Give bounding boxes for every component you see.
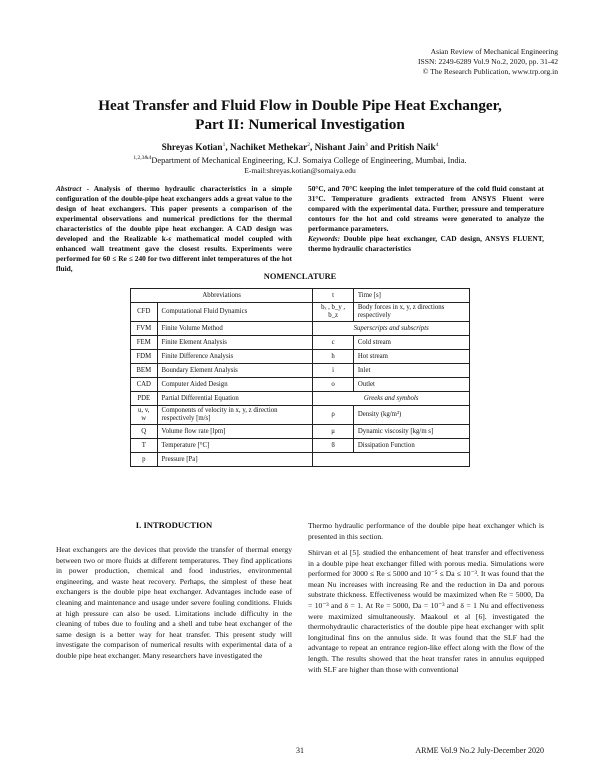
symbol-cell: ϐ (313, 439, 354, 453)
author-name: Pritish Naik (387, 143, 436, 153)
abbr-cell: Q (131, 425, 158, 439)
author-sup: 2 (307, 142, 310, 148)
journal-name: Asian Review of Mechanical Engineering (430, 47, 558, 56)
keywords-text: Double pipe heat exchanger, CAD design, ANSYS FLUENT, thermo hydraulic characteristics (308, 234, 544, 253)
abbr-desc-cell: Finite Element Analysis (157, 336, 313, 350)
table-row (131, 350, 470, 364)
footer-journal: ARME Vol.9 No.2 July-December 2020 (415, 746, 544, 755)
abstract-text-right: 50°C, and 70°C keeping the inlet temperature of the cold fluid constant at 31°C. Temperature gradients extracted from ANSYS Fluent were compared with the experimental data. Further, pressure and temperature contours for the hot and cold streams were generated to analyze the performance parameters. (308, 184, 544, 233)
symbol-cell: μ (313, 425, 354, 439)
abbr-desc-cell: Finite Volume Method (157, 322, 313, 336)
symbol-desc-cell: Outlet (353, 378, 469, 392)
table-row (131, 425, 470, 439)
abbr-desc-cell: Pressure [Pa] (157, 453, 313, 467)
table-row (131, 439, 470, 453)
abstract-text-left: - Analysis of thermo hydraulic characteristics in a simple configuration of the double-pipe heat exchangers adds a great value to the design of heat exchangers. This paper presents a comparison of the experimental observations and numerical predictions for the thermal characteristics of the double pipe heat exchanger. A CAD design was developed and the Realizable k-ε mathematical model coupled with enhanced wall treatment gave the closest results. Experiments were performed for 60 ≤ Re ≤ 240 for two different inlet temperatures of the hot fluid, (56, 184, 292, 273)
abbr-desc-cell: Computational Fluid Dynamics (157, 303, 313, 322)
symbol-desc-cell: Body forces in x, y, z directions respectively (353, 303, 469, 322)
author-name: Shreyas Kotian (161, 143, 223, 153)
abbr-header: Abbreviations (131, 289, 313, 303)
author-separator: , (225, 143, 231, 153)
abbr-cell: FEM (131, 336, 158, 350)
symbol-desc-cell: Dissipation Function (353, 439, 469, 453)
journal-publisher: © The Research Publication, www.trp.org.in (422, 67, 558, 77)
symbol-desc-cell: Density (kg/m³) (353, 406, 469, 425)
nomenclature-heading: NOMENCLATURE (263, 272, 337, 281)
intro-paragraph-3: Shirvan et al [5]. studied the enhancement of heat transfer and effectiveness in a double pipe heat exchanger filled with porous media. Simulations were performed for 3000 ≤ Re ≤ 5000 and 10⁻⁵ ≤ Da ≤ 10⁻³. It was found that the mean Nu increases with increasing Re and the reduction in Da and porous substrate thickness. Effectiveness would be maximized when Re = 5000, Da = 10⁻³ and δ = 1. At Re = 5000, Da = 10⁻³ and δ = 1 Nu and effectiveness were maximized simultaneously. Maakoul et al [6]. investigated the thermohydraulic characteristics of the double pipe heat exchanger with split longitudinal fins on the annulus side. It was found that the SLF had the advantage to repeat an entrance region-like effect along with the flow of the length. The results showed that the heat transfer rates in annulus equipped with SLF are higher than those with conventional (308, 548, 544, 674)
abstract-right (308, 184, 544, 254)
author-sup: 1 (222, 142, 226, 148)
symbol-desc-cell: Inlet (353, 364, 469, 378)
journal-header (418, 47, 558, 78)
table-row (131, 322, 470, 336)
abstract-label: Abstract (56, 184, 82, 193)
abbr-desc-cell: Boundary Element Analysis (157, 364, 313, 378)
author-sup: 4 (435, 142, 439, 148)
title-line-1: Heat Transfer and Fluid Flow in Double Pipe Heat Exchanger, (98, 97, 502, 114)
abbr-desc-cell: Components of velocity in x, y, z direction respectively [m/s] (157, 406, 313, 425)
symbol-cell: h (313, 350, 354, 364)
abbr-cell: CAD (131, 378, 158, 392)
symbol-cell: o (313, 378, 354, 392)
keywords-label: Keywords: (308, 234, 341, 243)
affiliation-text: Department of Mechanical Engineering, K.J. Somaiya College of Engineering, Mumbai, India. (151, 156, 467, 165)
affiliation (40, 155, 560, 165)
abbr-desc-cell: Temperature [°C] (157, 439, 313, 453)
abbr-desc-cell: Partial Differential Equation (157, 392, 313, 406)
intro-paragraph-1: Heat exchangers are the devices that provide the transfer of thermal energy between two or more fluids at different temperatures. They find applications in power production, chemical and food industries, environmental engineering, and waste heat recovery. Perhaps, the simplest of these heat exchangers is the double pipe heat exchanger. Advantages include ease of cleaning and maintenance and usage under severe fouling conditions. Fluids at high pressure can also be used. Limitations include difficulty in the cleaning of tubes due to fouling and a shell and tube heat exchanger of the same design is a better way for heat transfer. This present study will investigate the comparison of numerical results with experimental data of a double pipe heat exchanger. Many researchers have investigated the (56, 545, 292, 660)
page-number: 31 (296, 746, 304, 755)
journal-issn: ISSN: 2249-6289 Vol.9 No.2, 2020, pp. 31-42 (417, 57, 558, 67)
symbol-cell: t (313, 289, 354, 303)
symbol-cell: c (313, 336, 354, 350)
table-row (131, 303, 470, 322)
symbol-desc-cell: Hot stream (353, 350, 469, 364)
symbol-cell: ρ (313, 406, 354, 425)
table-row (131, 336, 470, 350)
abbr-desc-cell: Finite Difference Analysis (157, 350, 313, 364)
author-separator: , (309, 143, 315, 153)
symbol-cell: i (313, 364, 354, 378)
table-row (131, 289, 470, 303)
intro-paragraph-2: Thermo hydraulic performance of the double pipe heat exchanger which is presented in this section. (308, 521, 544, 541)
keywords (308, 234, 544, 254)
affiliation-sup: 1,2,3&4 (133, 155, 152, 161)
table-row (131, 406, 470, 425)
author-separator: and (367, 143, 388, 153)
title-line-2: Part II: Numerical Investigation (195, 116, 405, 133)
symbol-desc-cell: Cold stream (353, 336, 469, 350)
subsection-header: Superscripts and subscripts (313, 322, 470, 336)
symbol-desc-cell: Dynamic viscosity [kg/m s] (353, 425, 469, 439)
table-row (131, 392, 470, 406)
abbr-cell: u, v, w (131, 406, 158, 425)
table-row (131, 453, 470, 467)
abbr-cell: CFD (131, 303, 158, 322)
subsection-header: Greeks and symbols (313, 392, 470, 406)
abbr-desc-cell: Volume flow rate [lpm] (157, 425, 313, 439)
author-sup: 3 (365, 142, 368, 148)
abbr-desc-cell: Computer Aided Design (157, 378, 313, 392)
abbr-cell: T (131, 439, 158, 453)
symbol-cell: bₓ , b_y , b_z (313, 303, 354, 322)
abbr-cell: FDM (131, 350, 158, 364)
table-row (131, 364, 470, 378)
section-heading: I. INTRODUCTION (135, 520, 213, 530)
symbol-desc-cell: Time [s] (353, 289, 469, 303)
author-name: Nachiket Methekar (230, 143, 308, 153)
paper-title (40, 96, 560, 134)
email: E-mail:shreyas.kotian@somaiya.edu (244, 166, 356, 175)
abbr-cell: BEM (131, 364, 158, 378)
abbr-cell: FVM (131, 322, 158, 336)
author-list (40, 142, 560, 153)
empty-cell (313, 453, 470, 467)
abbr-cell: PDE (131, 392, 158, 406)
abbr-cell: p (131, 453, 158, 467)
nomenclature-table (130, 288, 470, 467)
table-row (131, 378, 470, 392)
abstract-left (56, 184, 292, 274)
author-name: Nishant Jain (314, 143, 365, 153)
